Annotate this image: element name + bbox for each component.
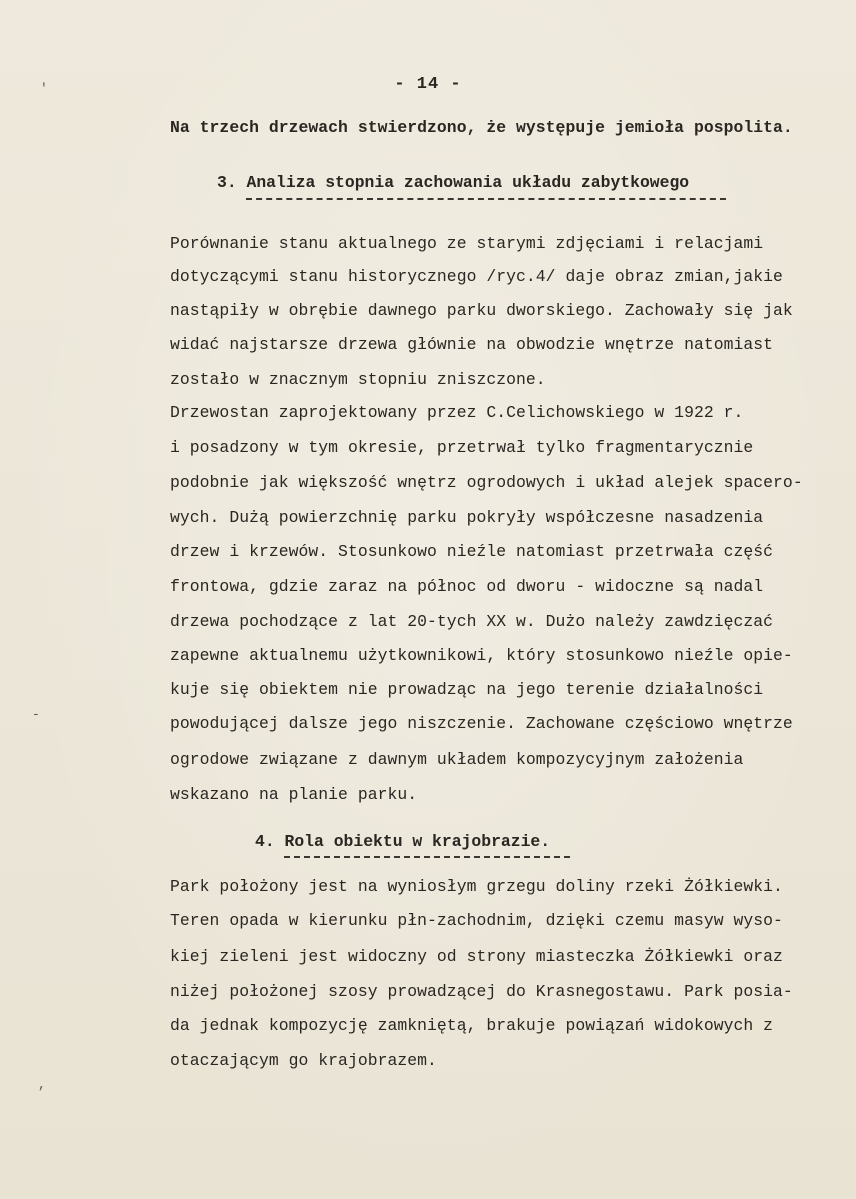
section-3-line: ogrodowe związane z dawnym układem kompozycyjnym założenia: [170, 750, 744, 769]
section-3-line: nastąpiły w obrębie dawnego parku dworskiego. Zachowały się jak: [170, 301, 793, 320]
margin-mark-top-left: ': [40, 81, 48, 96]
section-3-line: drzew i krzewów. Stosunkowo nieźle natomiast przetrwała część: [170, 542, 774, 561]
section-3-line: dotyczącymi stanu historycznego /ryc.4/ daje obraz zmian,jakie: [170, 267, 783, 286]
section-3-line: zapewne aktualnemu użytkownikowi, który stosunkowo nieźle opie-: [170, 646, 793, 665]
section-3-heading-underline: [246, 198, 726, 200]
section-4-heading: 4. Rola obiektu w krajobrazie.: [255, 832, 551, 851]
section-3-line: i posadzony w tym okresie, przetrwał tylko fragmentarycznie: [170, 438, 754, 457]
margin-mark-bottom-left: ,: [38, 1077, 46, 1092]
section-4-line: kiej zieleni jest widoczny od strony miasteczka Żółkiewki oraz: [170, 947, 783, 966]
section-3-line: Drzewostan zaprojektowany przez C.Celichowskiego w 1922 r.: [170, 403, 744, 422]
section-3-line: Porównanie stanu aktualnego ze starymi zdjęciami i relacjami: [170, 234, 764, 253]
section-4-heading-underline: [284, 856, 570, 858]
section-3-line: kuje się obiektem nie prowadząc na jego terenie działalności: [170, 680, 764, 699]
intro-line: Na trzech drzewach stwierdzono, że występuje jemioła pospolita.: [170, 118, 793, 137]
section-4-line: Teren opada w kierunku płn-zachodnim, dzięki czemu masyw wyso-: [170, 911, 783, 930]
margin-mark-mid-left: -: [32, 707, 40, 722]
section-3-line: powodującej dalsze jego niszczenie. Zachowane częściowo wnętrze: [170, 714, 793, 733]
section-3-line: podobnie jak większość wnętrz ogrodowych i układ alejek spacero-: [170, 473, 803, 492]
section-3-heading: 3. Analiza stopnia zachowania układu zabytkowego: [217, 173, 690, 192]
section-4-line: Park położony jest na wyniosłym grzegu doliny rzeki Żółkiewki.: [170, 877, 783, 896]
section-3-line: drzewa pochodzące z lat 20-tych XX w. Dużo należy zawdzięczać: [170, 612, 774, 631]
section-3-line: zostało w znacznym stopniu zniszczone.: [170, 370, 546, 389]
section-3-line: wych. Dużą powierzchnię parku pokryły współczesne nasadzenia: [170, 508, 764, 527]
page-number: - 14 -: [394, 75, 462, 94]
section-4-line: da jednak kompozycję zamkniętą, brakuje powiązań widokowych z: [170, 1016, 774, 1035]
section-3-line: widać najstarsze drzewa głównie na obwodzie wnętrze natomiast: [170, 335, 774, 354]
section-3-line: frontowa, gdzie zaraz na północ od dworu - widoczne są nadal: [170, 577, 764, 596]
section-4-line: niżej położonej szosy prowadzącej do Krasnegostawu. Park posia-: [170, 982, 793, 1001]
section-3-line: wskazano na planie parku.: [170, 785, 418, 804]
section-4-line: otaczającym go krajobrazem.: [170, 1051, 437, 1070]
